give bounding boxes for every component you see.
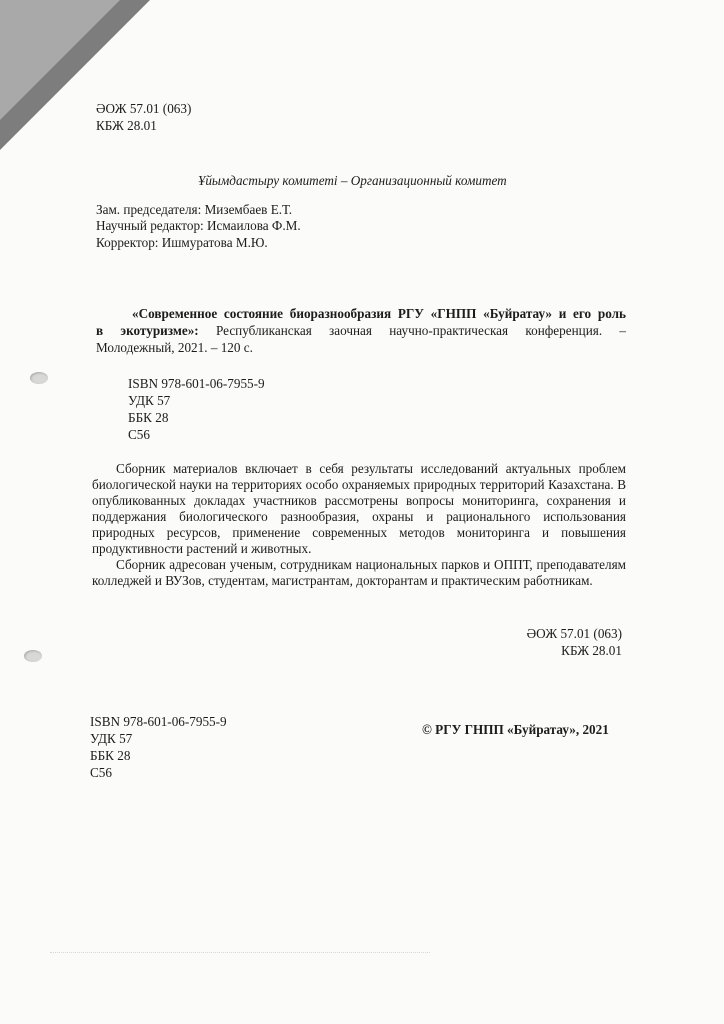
copyright-notice: © РГУ ГНПП «Буйратау», 2021 — [422, 722, 609, 737]
staff-deputy-chair: Зам. председателя: Мизембаев Е.Т. — [96, 202, 293, 217]
punch-hole-lower — [24, 650, 42, 662]
kbzh-code-right: КБЖ 28.01 — [561, 643, 622, 658]
scan-smudge — [50, 952, 430, 963]
citation-conference: Республиканская заочная научно-практическая конференция. – — [215, 323, 627, 338]
staff-proofreader: Корректор: Ишмуратова М.Ю. — [96, 235, 268, 250]
abstract-paragraph-2: Сборник адресован ученым, сотрудникам национальных парков и ОППТ, преподавателям колледжей и ВУЗов, студентам, магистрантам, докторантам и практическим работникам. — [92, 557, 626, 588]
udk-1: УДК 57 — [128, 393, 171, 408]
isbn-1: ISBN 978-601-06-7955-9 — [128, 376, 265, 391]
citation-publication: Молодежный, 2021. – 120 с. — [96, 340, 253, 355]
committee-title: Ұйымдастыру комитеті – Организационный комитет — [198, 173, 507, 188]
bbk-2: ББК 28 — [90, 748, 131, 763]
abstract-paragraph-1: Сборник материалов включает в себя результаты исследований актуальных проблем биологической науки на территориях особо охраняемых природных территорий Казахстана. В опубликованных докладах участников рассмотрены вопросы мониторинга, сохранения и поддержания биологического разнообразия, охраны и рационального использования природных ресурсов, применение современных методов мониторинга и повышения продуктивности растений и животных. — [92, 461, 626, 556]
citation-title-line2 — [96, 323, 626, 339]
kbzh-code-top: КБЖ 28.01 — [96, 118, 157, 133]
citation-title-end: в экотуризме»: — [96, 323, 199, 338]
staff-science-editor: Научный редактор: Исмаилова Ф.М. — [96, 218, 301, 233]
cutter-2: С56 — [90, 765, 112, 780]
cutter-1: С56 — [128, 427, 150, 442]
citation-title-line1: «Современное состояние биоразнообразия РГУ «ГНПП «Буйратау» и его роль — [132, 306, 626, 321]
punch-hole-upper — [30, 372, 48, 384]
bbk-1: ББК 28 — [128, 410, 169, 425]
isbn-2: ISBN 978-601-06-7955-9 — [90, 714, 227, 729]
aozh-code-right: ӘОЖ 57.01 (063) — [526, 626, 622, 641]
aozh-code-top: ӘОЖ 57.01 (063) — [96, 101, 192, 116]
udk-2: УДК 57 — [90, 731, 133, 746]
